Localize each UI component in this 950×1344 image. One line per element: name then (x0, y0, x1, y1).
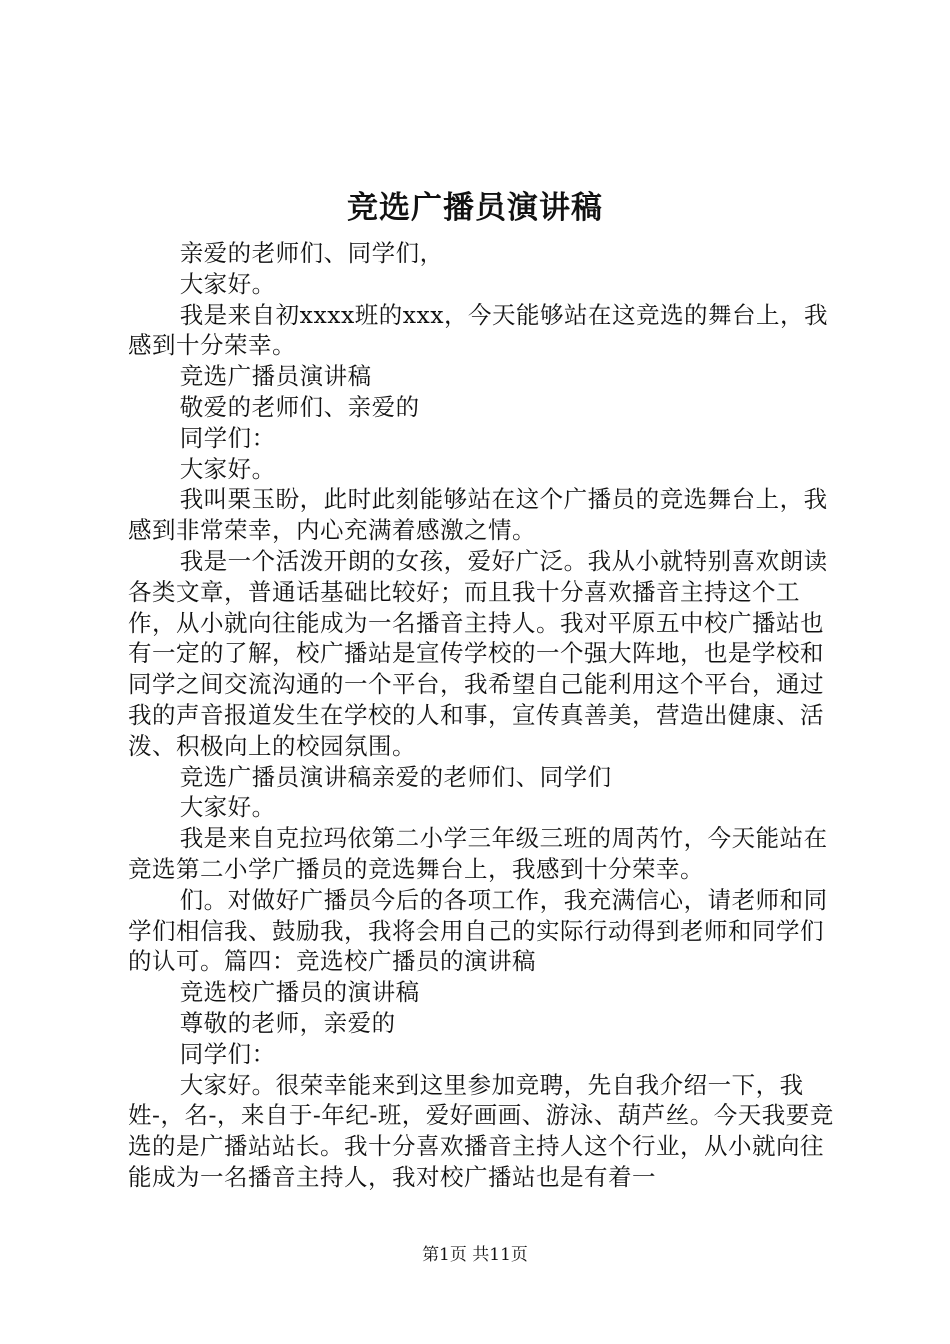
paragraph: 大家好。很荣幸能来到这里参加竞聘，先自我介绍一下，我姓-，名-，来自于-年纪-班，爱好画画、游泳、葫芦丝。今天我要竞选的是广播站站长。我十分喜欢播音主持人这个行业，从小就向往能成为一名播音主持人，我对校广播站也是有着一 (128, 1070, 834, 1191)
paragraph: 敬爱的老师们、亲爱的 (179, 392, 420, 421)
paragraph: 大家好。 (179, 269, 276, 298)
paragraph: 大家好。 (179, 454, 276, 483)
paragraph: 我叫栗玉盼，此时此刻能够站在这个广播员的竞选舞台上，我感到非常荣幸，内心充满着感激之情。 (128, 485, 828, 545)
paragraph: 竞选广播员演讲稿亲爱的老师们、同学们 (179, 762, 612, 791)
page-number-footer: 第1页 共11页 (422, 1245, 528, 1265)
document-body (128, 238, 840, 1193)
paragraph: 同学们： (179, 423, 276, 452)
paragraph: 亲爱的老师们、同学们， (179, 239, 444, 267)
paragraph: 同学们： (179, 1039, 276, 1068)
paragraph: 我是一个活泼开朗的女孩，爱好广泛。我从小就特别喜欢朗读各类文章，普通话基础比较好；而且我十分喜欢播音主持这个工作，从小就向往能成为一名播音主持人。我对平原五中校广播站也有一定的了解，校广播站是宣传学校的一个强大阵地，也是学校和同学之间交流沟通的一个平台，我希望自己能利用这个平台，通过我的声音报道发生在学校的人和事，宣传真善美，营造出健康、活泼、积极向上的校园氛围。 (128, 546, 828, 760)
paragraph: 竞选校广播员的演讲稿 (179, 978, 420, 1007)
paragraph: 尊敬的老师，亲爱的 (179, 1008, 396, 1037)
paragraph: 竞选广播员演讲稿 (179, 362, 372, 391)
paragraph: 大家好。 (179, 793, 276, 822)
paragraph: 我是来自克拉玛依第二小学三年级三班的周芮竹，今天能站在竞选第二小学广播员的竞选舞台上，我感到十分荣幸。 (128, 824, 828, 883)
document-title: 竞选广播员演讲稿 (347, 190, 603, 226)
paragraph: 们。对做好广播员今后的各项工作，我充满信心，请老师和同学们相信我、鼓励我，我将会用自己的实际行动得到老师和同学们的认可。篇四：竞选校广播员的演讲稿 (128, 885, 828, 976)
paragraph: 我是来自初xxxx班的xxx，今天能够站在这竞选的舞台上，我感到十分荣幸。 (128, 300, 828, 360)
